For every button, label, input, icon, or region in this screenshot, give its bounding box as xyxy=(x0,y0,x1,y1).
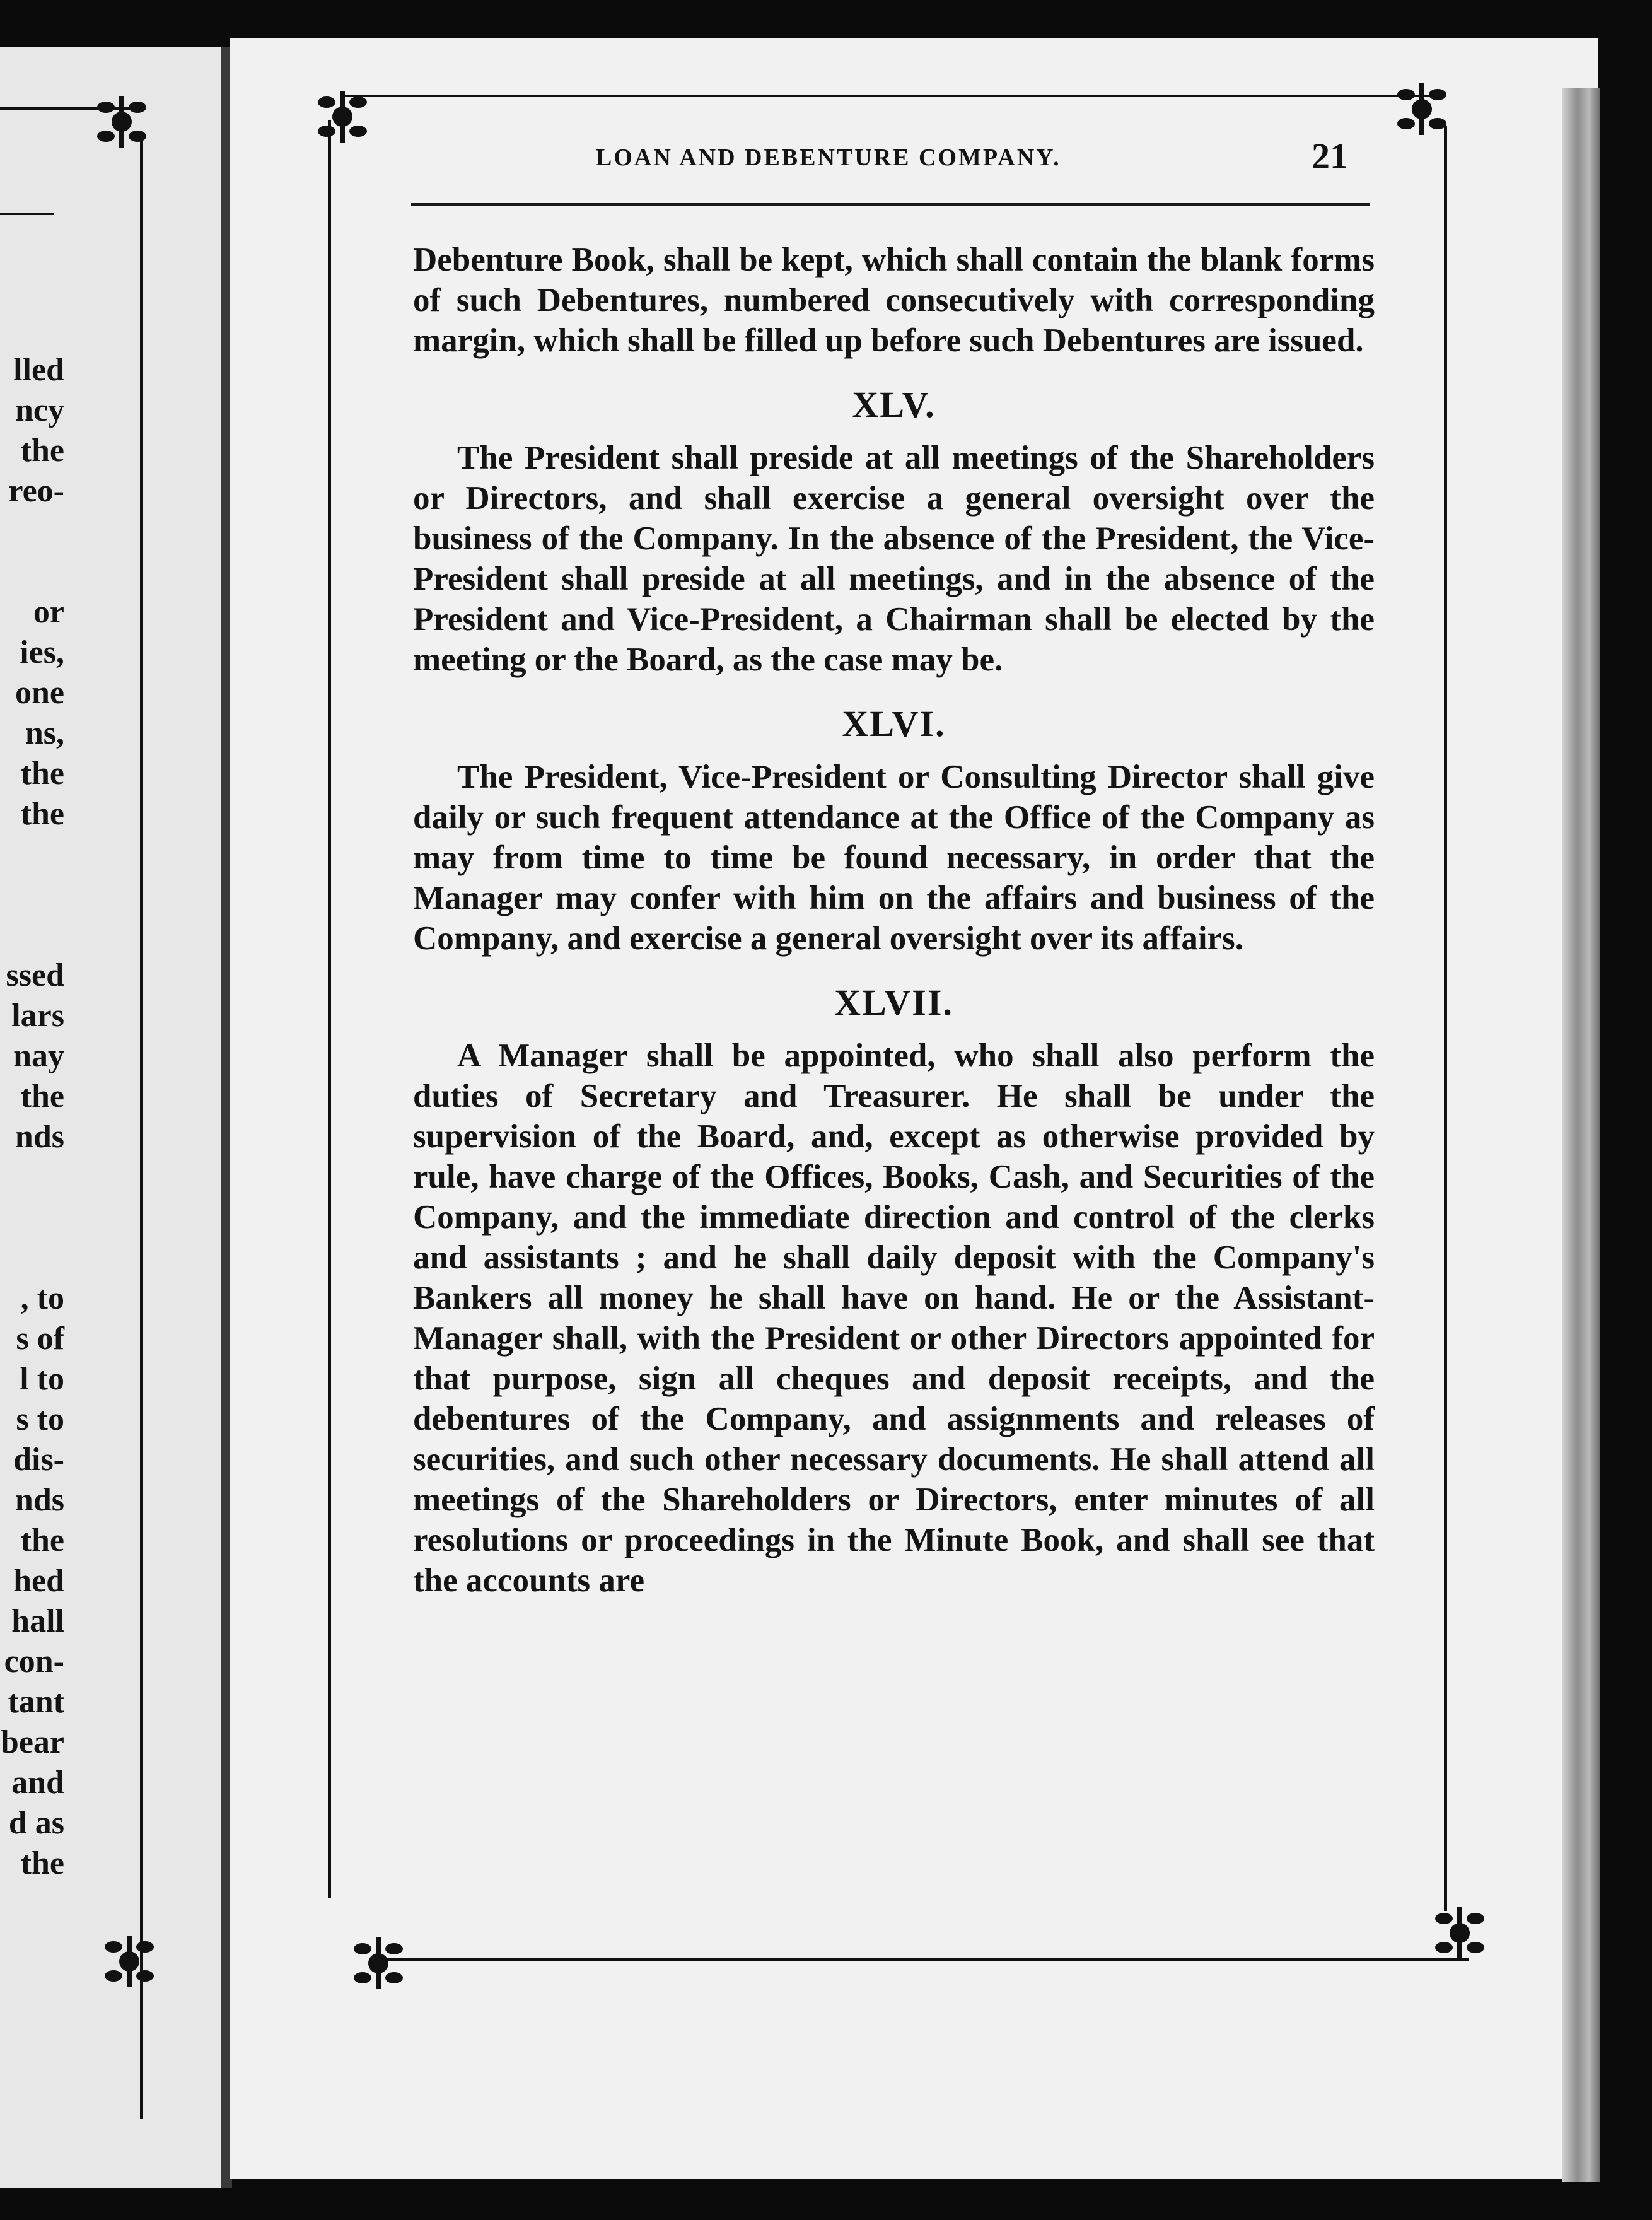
left-page-text-fragments: lled ncy the reo- or ies, one ns, the the ssed lars nay the nds , to s of l to s to dis- nds the hed hall con- tant bear and d as the xyxy=(0,352,64,1881)
section-paragraph-xlvi: The President, Vice-President or Consulting Director shall give daily or such frequent attendance at the Office of the Company as may from time to time be found necessary, in order that the Manager may confer with him on the affairs and business of the Company, and exercise a general oversight over its affairs. xyxy=(413,759,1375,957)
bottom-border xyxy=(378,1958,1469,1961)
floral-corner-ornament-icon xyxy=(1393,81,1450,137)
section-heading-xlv: XLV. xyxy=(852,384,936,425)
page-edge xyxy=(1562,88,1600,2182)
body-text xyxy=(413,240,1375,1601)
page-number: 21 xyxy=(1312,136,1348,177)
floral-corner-ornament-icon xyxy=(314,88,371,145)
left-border xyxy=(328,120,331,1898)
floral-corner-ornament-icon xyxy=(350,1935,407,1992)
right-border xyxy=(1444,126,1447,1911)
head-rule xyxy=(411,203,1370,206)
section-heading-xlvi: XLVI. xyxy=(842,703,946,744)
floral-corner-ornament-icon xyxy=(101,1933,158,1990)
top-border xyxy=(340,95,1434,97)
section-paragraph-xlv: The President shall preside at all meetings of the Shareholders or Directors, and shall exercise a general oversight over the business of the Company. In the absence of the President, the Vice-President shall preside at all meetings, and in the absence of the President and Vice-President, a Chairman shall be elected by the meeting or the Board, as the case may be. xyxy=(413,440,1375,678)
floral-corner-ornament-icon xyxy=(1431,1905,1488,1961)
running-head-title: LOAN AND DEBENTURE COMPANY. xyxy=(596,144,1061,171)
section-heading-xlvii: XLVII. xyxy=(834,982,953,1023)
floral-corner-ornament-icon xyxy=(93,93,150,150)
left-page-head-rule xyxy=(0,213,54,215)
section-paragraph-xlvii: A Manager shall be appointed, who shall also perform the duties of Secretary and Treasurer. He shall be under the supervision of the Board, and, except as otherwise provided by rule, have charge of the Offices, Books, Cash, and Securities of the Company, and the immediate direction and control of the clerks and assistants ; and he shall daily deposit with the Company's Bankers all money he shall have on hand. He or the Assistant-Manager shall, with the President or other Directors appointed for that purpose, sign all cheques and deposit receipts, and the debentures of the Company, and assignments and releases of securities, and such other necessary documents. He shall attend all meetings of the Shareholders or Directors, enter minutes of all resolutions or proceedings in the Minute Book, and shall see that the accounts are xyxy=(413,1037,1375,1599)
continued-paragraph: Debenture Book, shall be kept, which shall contain the blank forms of such Debentures, numbered consecutively with corresponding margin, which shall be filled up before such Debentures are issued. xyxy=(413,242,1375,359)
left-page-right-border xyxy=(140,132,143,2119)
left-page xyxy=(0,47,221,2188)
